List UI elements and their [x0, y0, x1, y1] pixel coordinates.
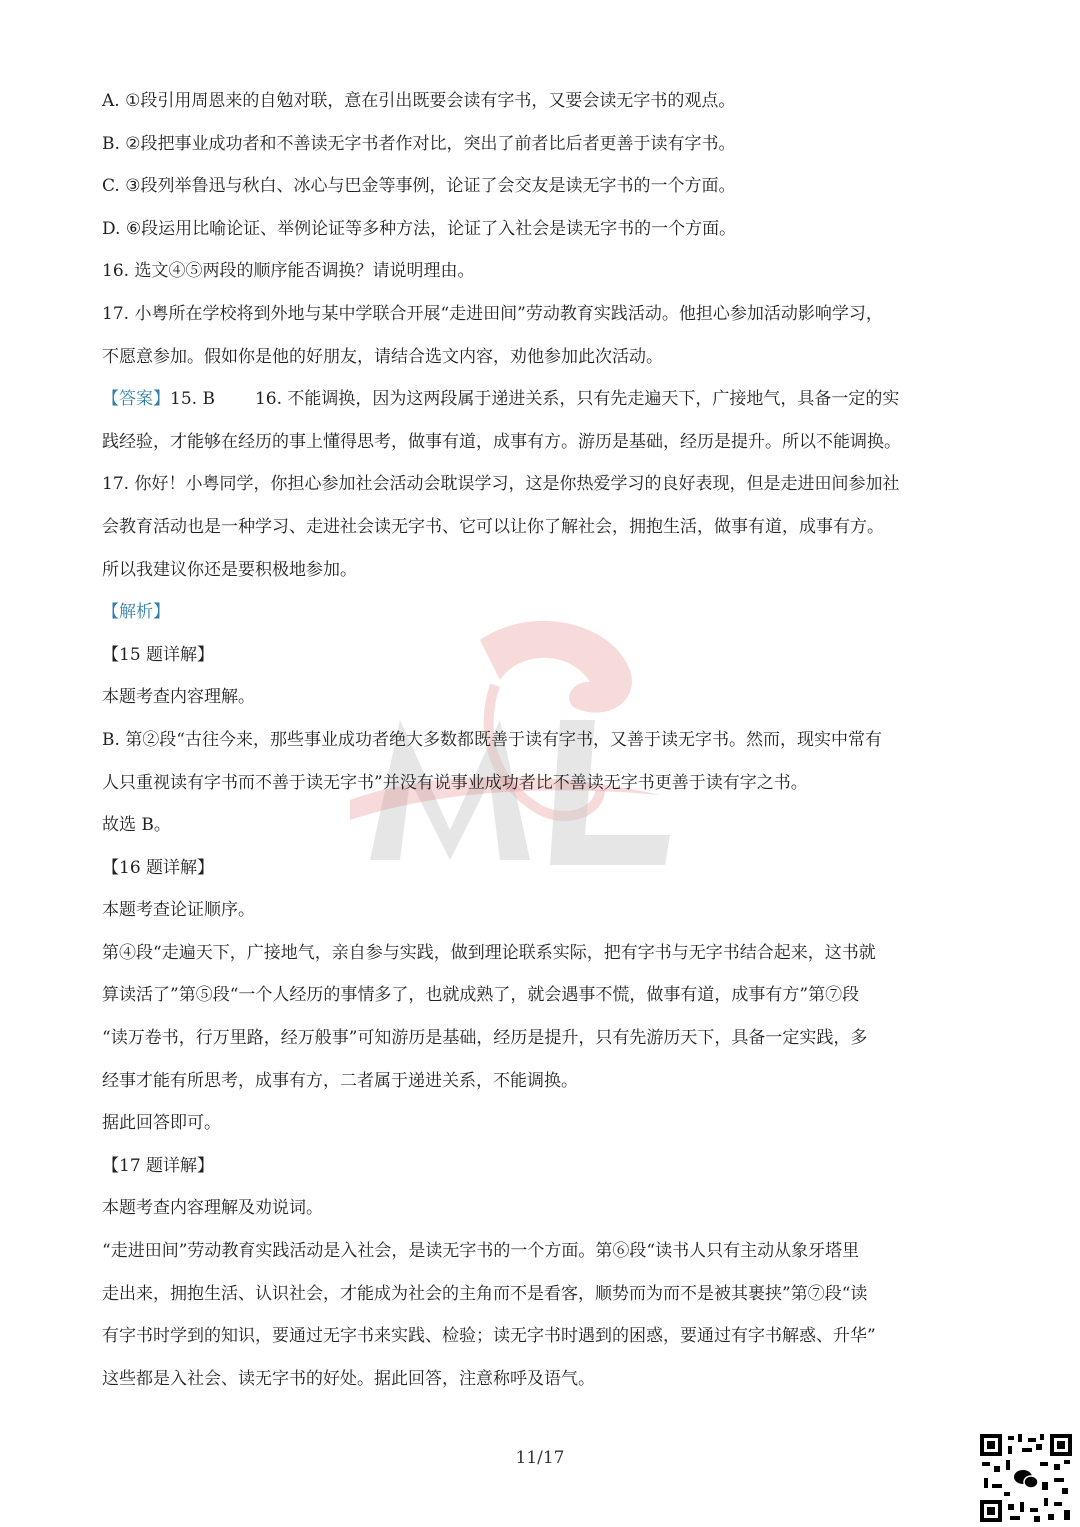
answer-text-line: 践经验，才能够在经历的事上懂得思考，做事有道，成事有方。游历是基础，经历是提升。所以不能调换。: [102, 431, 901, 452]
analysis-line: 本题考查论证顺序。: [102, 900, 255, 921]
qr-code-icon: [978, 1432, 1074, 1524]
analysis-line: 人只重视读有字书而不善于读无字书”并没有说事业成功者比不善读无字书更善于读有字之书。: [102, 772, 808, 793]
analysis-line: “走进田间”劳动教育实践活动是入社会，是读无字书的一个方面。第⑥段“读书人只有主动从象牙塔里: [102, 1241, 860, 1262]
question-16: 16. 选文④⑤两段的顺序能否调换？请说明理由。: [102, 261, 475, 282]
option-b: B. ②段把事业成功者和不善读无字书者作对比，突出了前者比后者更善于读有字书。: [102, 133, 736, 154]
analysis-line: “读万卷书，行万里路，经万般事”可知游历是基础，经历是提升，只有先游历天下，具备一定实践，多: [102, 1028, 868, 1049]
option-a: A. ①段引用周恩来的自勉对联，意在引出既要会读有字书，又要会读无字书的观点。: [102, 91, 736, 111]
analysis-line: 【15 题详解】: [102, 644, 215, 665]
answer-text-line: 17. 你好！小粤同学，你担心参加社会活动会耽误学习，这是你热爱学习的良好表现，但是走进田间参加社: [102, 474, 900, 495]
analysis-line: 故选 B。: [102, 815, 171, 836]
analysis-line: 有字书时学到的知识，要通过无字书来实践、检验；读无字书时遇到的困惑，要通过有字书解惑、升华”: [102, 1326, 876, 1347]
analysis-line: 算读活了”第⑤段“一个人经历的事情多了，也就成熟了，就会遇事不慌，做事有道，成事有方”第⑦段: [102, 985, 860, 1006]
question-17-line-1: 17. 小粤所在学校将到外地与某中学联合开展“走进田间”劳动教育实践活动。他担心参加活动影响学习，: [102, 303, 883, 324]
answer-tag: 【答案】: [102, 389, 170, 410]
analysis-line: 【16 题详解】: [102, 857, 215, 878]
analysis-line: 本题考查内容理解及劝说词。: [102, 1198, 323, 1219]
answer-text-line: 会教育活动也是一种学习、走进社会读无字书、它可以让你了解社会，拥抱生活，做事有道，成事有方。: [102, 516, 884, 537]
answer-text-line: 所以我建议你还是要积极地参加。: [102, 559, 357, 580]
analysis-line: 【17 题详解】: [102, 1155, 215, 1176]
question-17-line-2: 不愿意参加。假如你是他的好朋友，请结合选文内容，劝他参加此次活动。: [102, 346, 663, 367]
analysis-line: 第④段“走遍天下，广接地气，亲自参与实践，做到理论联系实际，把有字书与无字书结合起来，这书就: [102, 942, 876, 963]
analysis-line: 本题考查内容理解。: [102, 687, 255, 708]
answer-15: 15. B: [170, 389, 215, 410]
page-number: 11/17: [515, 1448, 565, 1468]
answer-line: [102, 378, 982, 421]
analysis-line: 经事才能有所思考，成事有方，二者属于递进关系，不能调换。: [102, 1070, 578, 1091]
option-d: D. ⑥段运用比喻论证、举例论证等多种方法，论证了入社会是读无字书的一个方面。: [102, 218, 737, 239]
option-c: C. ③段列举鲁迅与秋白、冰心与巴金等事例，论证了会交友是读无字书的一个方面。: [102, 176, 736, 197]
document-body: [102, 80, 982, 1400]
answer-16-start: 16. 不能调换，因为这两段属于递进关系，只有先走遍天下，广接地气，具备一定的实: [254, 389, 900, 410]
analysis-line: 走出来，拥抱生活、认识社会，才能成为社会的主角而不是看客，顺势而为而不是被其裹挟”第⑦段“读: [102, 1283, 868, 1304]
analysis-tag: 【解析】: [102, 602, 170, 623]
analysis-line: B. 第②段“古往今来，那些事业成功者绝大多数都既善于读有字书，又善于读无字书。然而，现实中常有: [102, 729, 882, 750]
analysis-line: 据此回答即可。: [102, 1113, 221, 1134]
analysis-line: 这些都是入社会、读无字书的好处。据此回答，注意称呼及语气。: [102, 1368, 595, 1389]
